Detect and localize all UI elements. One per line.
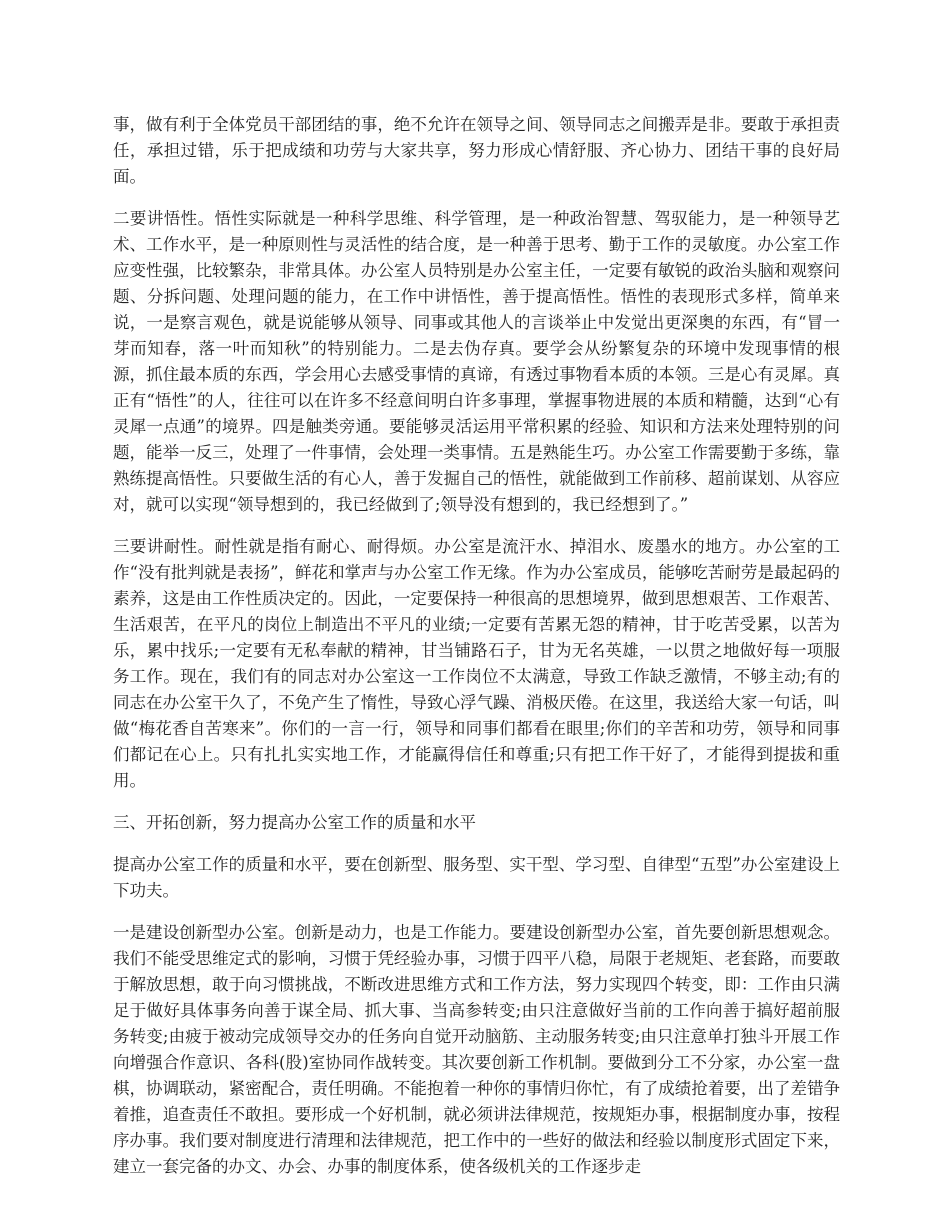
section-heading-innovation: 三、开拓创新，努力提高办公室工作的质量和水平 [113, 813, 476, 832]
paragraph-insight: 二要讲悟性。悟性实际就是一种科学思维、科学管理，是一种政治智慧、驾驭能力，是一种领导艺术、工作水平，是一种原则性与灵活性的结合度，是一种善于思考、勤于工作的灵敏度。办公室工作应变性强，比较繁杂，非常具体。办公室人员特别是办公室主任，一定要有敏锐的政治头脑和观察问题、分拆问题、处理问题的能力，在工作中讲悟性，善于提高悟性。悟性的表现形式多样，简单来说，一是察言观色，就是说能够从领导、同事或其他人的言谈举止中发觉出更深奥的东西，有“冒一芽而知春，落一叶而知秋”的特别能力。二是去伪存真。要学会从纷繁复杂的环境中发现事情的根源，抓住最本质的东西，学会用心去感受事情的真谛，有透过事物看本质的本领。三是心有灵犀。真正有“悟性”的人，往往可以在许多不经意间明白许多事理，掌握事物进展的本质和精髓，达到“心有灵犀一点通”的境界。四是触类旁通。要能够灵活运用平常积累的经验、知识和方法来处理特别的问题，能举一反三，处理了一件事情，会处理一类事情。五是熟能生巧。办公室工作需要勤于多练，靠熟练提高悟性。只要做生活的有心人，善于发掘自己的悟性，就能做到工作前移、超前谋划、从容应对，就可以实现“领导想到的，我已经做到了;领导没有想到的，我已经想到了。” [113, 209, 840, 514]
paragraph-unity-responsibility: 事，做有利于全体党员干部团结的事，绝不允许在领导之间、领导同志之间搬弄是非。要敢于承担责任，承担过错，乐于把成绩和功劳与大家共享，努力形成心情舒服、齐心协力、团结干事的良好局面。 [113, 115, 840, 186]
paragraph-innovative-office: 一是建设创新型办公室。创新是动力，也是工作能力。要建设创新型办公室，首先要创新思想观念。我们不能受思维定式的影响，习惯于凭经验办事，习惯于四平八稳，局限于老规矩、老套路，而要敢于解放思想，敢于向习惯挑战，不断改进思维方式和工作方法，努力实现四个转变，即：工作由只满足于做好具体事务向善于谋全局、抓大事、当高参转变;由只注意做好当前的工作向善于搞好超前服务转变;由疲于被动完成领导交办的任务向自觉开动脑筋、主动服务转变;由只注意单打独斗开展工作向增强合作意识、各科(股)室协同作战转变。其次要创新工作机制。要做到分工不分家，办公室一盘棋，协调联动，紧密配合，责任明确。不能抱着一种你的事情归你忙，有了成绩抢着要，出了差错争着推，追查责任不敢担。要形成一个好机制，就必须讲法律规范，按规矩办事，根据制度办事，按程序办事。我们要对制度进行清理和法律规范，把工作中的一些好的做法和经验以制度形式固定下来，建立一套完备的办文、办会、办事的制度体系，使各级机关的工作逐步走 [113, 923, 840, 1176]
paragraph-patience: 三要讲耐性。耐性就是指有耐心、耐得烦。办公室是流汗水、掉泪水、废墨水的地方。办公室的工作“没有批判就是表扬”，鲜花和掌声与办公室工作无缘。作为办公室成员，能够吃苦耐劳是最起码的素养，这是由工作性质决定的。因此，一定要保持一种很高的思想境界，做到思想艰苦、工作艰苦、生活艰苦，在平凡的岗位上制造出不平凡的业绩;一定要有苦累无怨的精神，甘于吃苦受累，以苦为乐，累中找乐;一定要有无私奉献的精神，甘当铺路石子，甘为无名英雄，一以贯之地做好每一项服务工作。现在，我们有的同志对办公室这一工作岗位不太满意，导致工作缺乏激情，不够主动;有的同志在办公室干久了，不免产生了惰性，导致心浮气躁、消极厌倦。在这里，我送给大家一句话，叫做“梅花香自苦寒来”。你们的一言一行，领导和同事们都看在眼里;你们的辛苦和功劳，领导和同事们都记在心上。只有扎扎实实地工作，才能赢得信任和尊重;只有把工作干好了，才能得到提拔和重用。 [113, 537, 840, 790]
paragraph-five-types: 提高办公室工作的质量和水平，要在创新型、服务型、实干型、学习型、自律型“五型”办公室建设上下功夫。 [113, 855, 840, 900]
document-page [113, 112, 840, 1196]
